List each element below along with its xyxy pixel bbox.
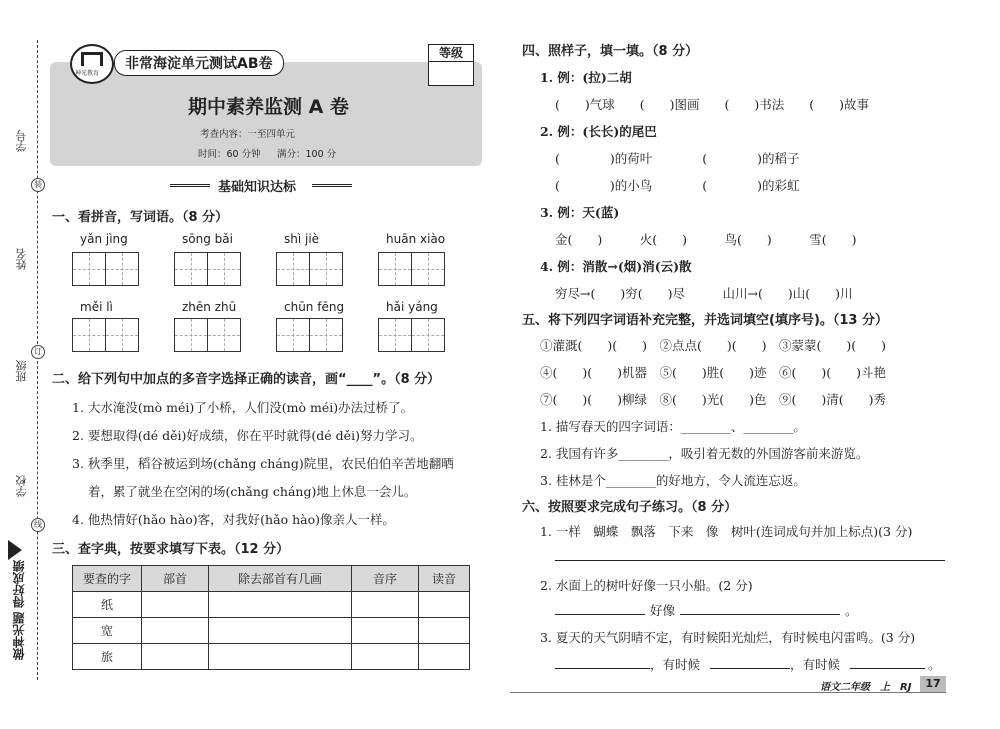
banner-rule-right	[312, 184, 352, 187]
q5-item3: 3. 桂林是个________的好地方，令人流连忘返。	[540, 473, 806, 488]
writing-grid	[378, 318, 444, 352]
seal-2: 订	[31, 345, 45, 359]
writing-grid	[378, 252, 444, 286]
series-name: 非常海淀单元测试AB卷	[114, 50, 284, 76]
q4-row5: 穷尽→( )穷( )尽 山川→( )山( )川	[555, 286, 853, 301]
writing-cell[interactable]	[105, 252, 139, 286]
footer-rule	[510, 692, 946, 693]
q4-row1: ( )气球 ( )图画 ( )书法 ( )故事	[555, 97, 870, 112]
exam-scope: 考查内容：一至四单元	[200, 129, 296, 140]
q5-item2: 2. 我国有许多________，吸引着无数的外国游客前来游览。	[540, 446, 869, 461]
table-row	[73, 592, 470, 618]
writing-grid	[174, 318, 240, 352]
brand-logo	[70, 44, 114, 84]
writing-cell[interactable]	[207, 318, 241, 352]
writing-cell[interactable]	[378, 318, 412, 352]
answer-cell[interactable]	[142, 592, 209, 618]
school-label: 学校	[15, 475, 28, 497]
writing-cell[interactable]	[411, 252, 445, 286]
exam-time: 时间：60 分钟	[198, 149, 261, 160]
q4-ex3: 3. 例：天(蓝)	[540, 205, 620, 220]
q4-ex2: 2. 例：(长长)的尾巴	[540, 124, 657, 139]
col-strokes: 除去部首有几画	[209, 566, 352, 592]
q6-item3-word: ，有时候	[650, 657, 701, 672]
answer-cell[interactable]	[209, 644, 352, 670]
answer-cell[interactable]	[419, 644, 470, 670]
pinyin-label: huān xiào	[386, 232, 446, 246]
q5-item1: 1. 描写春天的四字词语：________、________。	[540, 419, 806, 434]
period-1: 。	[845, 603, 858, 618]
answer-line-3b[interactable]	[710, 668, 790, 669]
answer-line-2b[interactable]	[680, 614, 840, 615]
row-char: 纸	[73, 592, 142, 618]
q6-title: 六、按照要求完成句子练习。（8 分）	[522, 500, 738, 515]
pinyin-label: shì jiè	[284, 232, 320, 246]
q6-item3-word2: ，有时候	[790, 657, 841, 672]
q6-item2: 2. 水面上的树叶好像一只小船。(2 分)	[540, 578, 753, 593]
pinyin-label: yǎn jìng	[80, 232, 128, 246]
q2-item-3-cont: 着，累了就坐在空闲的场(chǎng cháng)地上休息一会儿。	[88, 484, 417, 499]
table-row	[73, 644, 470, 670]
pinyin-label: měi lì	[80, 300, 113, 314]
answer-cell[interactable]	[352, 592, 419, 618]
writing-cell[interactable]	[378, 252, 412, 286]
answer-cell[interactable]	[142, 618, 209, 644]
pinyin-label: chūn fēng	[284, 300, 345, 314]
pinyin-label: zhēn zhū	[182, 300, 237, 314]
writing-grid	[276, 318, 342, 352]
q6-item1: 1. 一样 蝴蝶 飘落 下来 像 树叶(连词成句并加上标点)(3 分)	[540, 524, 913, 539]
writing-cell[interactable]	[309, 252, 343, 286]
class-label: 班级	[15, 360, 28, 382]
q4-title: 四、照样子，填一填。（8 分）	[522, 44, 699, 59]
seal-1: 装	[31, 178, 45, 192]
q4-row2: ( )的荷叶 ( )的稻子	[555, 151, 800, 166]
q6-item2-word: 好像	[650, 603, 676, 618]
writing-cell[interactable]	[174, 252, 208, 286]
writing-cell[interactable]	[276, 318, 310, 352]
binding-line	[37, 40, 38, 680]
writing-cell[interactable]	[72, 318, 106, 352]
seal-3: 线	[31, 518, 45, 532]
writing-cell[interactable]	[411, 318, 445, 352]
exam-title: 期中素养监测 A 卷	[188, 96, 349, 118]
grade-label: 等级	[429, 45, 473, 62]
q5-title: 五、将下列四字词语补充完整，并选词填空(填序号)。（13 分）	[522, 313, 888, 328]
exam-score: 满分：100 分	[277, 149, 337, 160]
name-label: 姓名	[15, 248, 28, 270]
writing-cell[interactable]	[276, 252, 310, 286]
writing-cell[interactable]	[174, 318, 208, 352]
row-char: 旅	[73, 644, 142, 670]
q2-item-3: 3. 秋季里，稻谷被运到场(chǎng cháng)院里，农民伯伯辛苦地翻晒	[72, 456, 454, 471]
q5-row3: ⑦( )( )柳绿 ⑧( )光( )色 ⑨( )清( )秀	[540, 392, 887, 407]
pinyin-label: sōng bǎi	[182, 232, 233, 246]
pinyin-label: hǎi yáng	[386, 300, 438, 314]
answer-cell[interactable]	[419, 592, 470, 618]
writing-cell[interactable]	[207, 252, 241, 286]
answer-line-3c[interactable]	[850, 668, 925, 669]
answer-line-2a[interactable]	[555, 614, 645, 615]
gate-icon	[81, 52, 103, 66]
q2-item-1: 1. 大水淹没(mò méi)了小桥，人们没(mò méi)办法过桥了。	[72, 400, 414, 415]
answer-cell[interactable]	[209, 618, 352, 644]
answer-cell[interactable]	[352, 618, 419, 644]
banner-rule-left	[170, 184, 210, 187]
period-2: 。	[928, 657, 941, 672]
col-radical: 部首	[142, 566, 209, 592]
q4-row4: 金( ) 火( ) 鸟( ) 雪( )	[555, 232, 857, 247]
answer-cell[interactable]	[209, 592, 352, 618]
page-number: 17	[920, 676, 946, 692]
table-row	[73, 618, 470, 644]
slogan: 做神光题 得好成绩	[12, 560, 26, 661]
row-char: 宽	[73, 618, 142, 644]
writing-grid	[174, 252, 240, 286]
writing-grid	[276, 252, 342, 286]
col-initial: 音序	[352, 566, 419, 592]
q5-row1: ①灌溉( )( ) ②点点( )( ) ③蒙蒙( )( )	[540, 338, 887, 353]
section-banner: 基础知识达标	[218, 180, 297, 195]
grade-box	[428, 44, 474, 86]
footer-subject: 语文二年级 上 RJ	[820, 682, 912, 693]
writing-grid	[72, 252, 138, 286]
q1-title: 一、看拼音，写词语。（8 分）	[52, 210, 229, 225]
q4-row3: ( )的小鸟 ( )的彩虹	[555, 178, 800, 193]
answer-line-3a[interactable]	[555, 668, 650, 669]
q2-item-4: 4. 他热情好(hǎo hào)客，对我好(hǎo hào)像亲人一样。	[72, 512, 395, 527]
q6-item3: 3. 夏天的天气阴晴不定，有时候阳光灿烂，有时候电闪雷鸣。(3 分)	[540, 630, 916, 645]
q4-ex1: 1. 例：(拉)二胡	[540, 70, 632, 85]
dictionary-table	[72, 565, 470, 670]
arrow-icon	[8, 540, 22, 560]
brand-name: 神光教育	[75, 70, 100, 77]
table-header-row	[73, 566, 470, 592]
student-id-label: 学号	[15, 130, 28, 152]
col-char: 要查的字	[73, 566, 142, 592]
writing-cell[interactable]	[105, 318, 139, 352]
q2-item-2: 2. 要想取得(dé děi)好成绩，你在平时就得(dé děi)努力学习。	[72, 428, 423, 443]
answer-cell[interactable]	[352, 644, 419, 670]
q5-row2: ④( )( )机器 ⑤( )胜( )迹 ⑥( )( )斗艳	[540, 365, 887, 380]
q2-title: 二、给下列句中加点的多音字选择正确的读音，画“____”。（8 分）	[52, 372, 441, 387]
col-reading: 读音	[419, 566, 470, 592]
answer-cell[interactable]	[419, 618, 470, 644]
writing-cell[interactable]	[72, 252, 106, 286]
writing-cell[interactable]	[309, 318, 343, 352]
writing-grid	[72, 318, 138, 352]
answer-cell[interactable]	[142, 644, 209, 670]
q4-ex4: 4. 例：消散→(烟)消(云)散	[540, 259, 692, 274]
answer-line-1[interactable]	[555, 560, 945, 561]
q3-title: 三、查字典，按要求填写下表。（12 分）	[52, 542, 290, 557]
